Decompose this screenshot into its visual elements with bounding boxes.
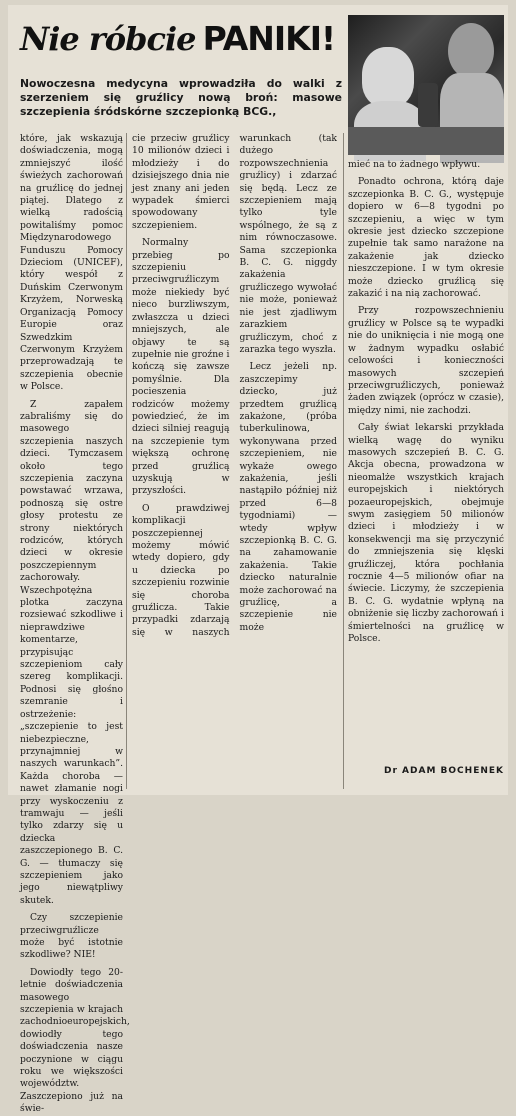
paragraph: Ponadto ochrona, którą daje szczepionka B. C. G., występuje dopiero w 6—8 tygodni po szczepieniu, a więc w tym okresie jest dziecko szczepione zupełnie tak samo narażone na zakażenie jak dziecko nieszczepione. I w tym okresie może dziecko gruźlicą się zakazić i na nią zachorować. xyxy=(348,176,504,300)
headline-caps: PANIKI! xyxy=(202,19,336,58)
article-column-1 xyxy=(20,133,130,1115)
paragraph: Lecz jeżeli np. zaszczepimy dziecko, już przedtem gruźlicą zakażone, (próba tuberkulinowa, wykonywana przed szczepieniem, nie wykaże owego zakażenia, jeśli nastąpiło później niż przed 6—8 tygodniami) — wtedy wpływ szczepionką B. C. G. na zahamowanie zakażenia. Takie dziecko naturalnie może zachorować na gruźlicę, a szczepienie nie może xyxy=(239,361,337,633)
headline-script: Nie róbcie xyxy=(20,20,196,58)
paragraph: Z zapałem zabraliśmy się do masowego szczepienia naszych dzieci. Tymczasem około tego szczepienia zaczyna powstawać wrzawa, podnoszą się ostre głosy protestu ze strony niektórych rodziców, których dzieci w okresie poszczepiennym zachorowały. Wszechpotężna plotka zaczyna rozsiewać szkodliwe i nieprawdziwe komentarze, przypisując szczepieniom cały szereg komplikacji. Podnosi się głośno szemranie i ostrzeżenie: „szczepienie to jest niebezpieczne, przynajmniej w naszych warunkach”. Każda choroba — nawet złamanie nogi przy wyskoczeniu z tramwaju — jeśli tylko zdarzy się u dziecka zaszczepionego B. C. G. — tłumaczy się szczepieniem jako jego niewątpliwy skutek. xyxy=(20,398,123,906)
paragraph: Cały świat lekarski przykłada wielką wagę do wyniku masowych szczepień B. C. G. Akcja obecna, prowadzona w nieomalże wszystkich krajach europejskich i niektórych pozaeuropejskich, obejmuje swym zasięgiem 50 milionów dzieci i młodzieży i w konsekwencji ma się przyczynić do zmniejszenia się klęski gruźliczej, która pochłania rocznie 4—5 milionów ofiar na świecie. Liczymy, że szczepienia B. C. G. wydatnie wpłyną na obniżenie się liczby zachorowań i śmiertelności na gruźlicę w Polsce. xyxy=(348,422,504,645)
lead-paragraph: Nowoczesna medycyna wprowadziła do walki z szerzeniem się gruźlicy nową broń: masowe szczepienia śródskórne szczepionką BCG., xyxy=(20,77,342,118)
article-column-3 xyxy=(348,159,504,749)
newspaper-page xyxy=(8,5,508,1115)
paragraph: cie przeciw gruźlicy 10 milionów dzieci i młodzieży i do dzisiejszego dnia nie jest znany ani jeden wypadek śmierci spowodowany szczepieniem. xyxy=(132,133,230,231)
paragraph: Czy szczepienie przeciwgruźlicze może być istotnie szkodliwe? NIE! xyxy=(20,912,123,961)
paragraph: Normalny przebieg po szczepieniu przeciwgruźliczym może niekiedy być nieco burzliwszym, zwłaszcza u dzieci mniejszych, ale objawy te są zupełnie nie groźne i kończą się zawsze pomyślnie. Dla pocieszenia rodziców możemy powiedzieć, że im dzieci silniej reagują na szczepienie tym większą ochronę przed gruźlicą uzyskują w przyszłości. xyxy=(132,237,230,497)
paragraph: Przy rozpowszechnieniu gruźlicy w Polsce są te wypadki nie do uniknięcia i nie mogą one w żadnym wypadku osłabić celowości i konieczności masowych szczepień przeciwgruźliczych, ponieważ żaden związek (oprócz w czasie), między nimi, nie zachodzi. xyxy=(348,305,504,416)
paragraph: Dowiodły tego 20-letnie doświadczenia masowego szczepienia w krajach zachodnioeuropejskich, dowiodły tego doświadczenia nasze poczynione w ciągu roku we większości województw. Zaszczepiono już na świe- xyxy=(20,966,130,1115)
paragraph: mieć na to żadnego wpływu. xyxy=(348,159,481,170)
headline xyxy=(20,19,340,73)
paragraph: O prawdziwej komplikacji poszczepiennej możemy mówić wtedy dopiero, gdy u dziecka po szczepieniu rozwinie się choroba gruźlicza. Takie przypadki zdarzają się w naszych warunkach (tak dużego rozpowszechnienia gruźlicy) i zdarzać się będą. Lecz ze szczepieniem mają tylko tyle wspólnego, że są z nim równoczasowe. Sama szczepionka B. C. G. niggdy zakażenia gruźliczego wywołać nie może, ponieważ nie jest zjadliwym zarazkiem gruźliczym, choć z zarazka tego wyszła. xyxy=(132,133,337,638)
photo-child-and-nurse-icon xyxy=(348,15,504,155)
article-column-2 xyxy=(132,133,337,789)
paragraph: które, jak wskazują doświadczenia, mogą zmniejszyć ilość świeżych zachorowań na gruźlicę do jednej piątej. Dlatego z wielką radością powitaliśmy pomoc Międzynarodowego Funduszu Pomocy Dzieciom (UNICEF), który wespół z Duńskim Czerwonym Krzyżem, Norweską Organizacją Pomocy Europie oraz Szwedzkim Czerwonym Krzyżem przeprowadzają te szczepienia obecnie w Polsce. xyxy=(20,133,123,393)
author-byline: Dr ADAM BOCHENEK xyxy=(384,766,504,776)
